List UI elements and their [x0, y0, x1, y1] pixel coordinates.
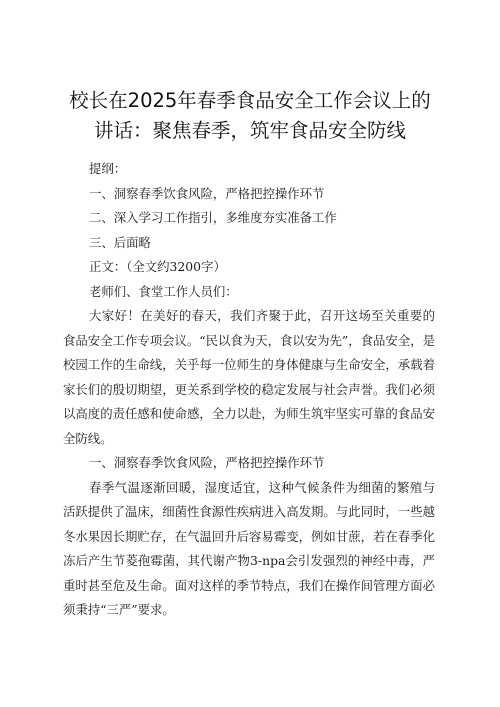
outline-item-3: 三、后面略 — [89, 234, 151, 250]
document-body — [63, 157, 435, 623]
section-heading: 一、洞察春季饮食风险，严格把控操作环节 — [89, 455, 325, 470]
outline-item-1: 一、洞察春季饮食风险，严格把控操作环节 — [89, 185, 325, 201]
outline-label: 提纲： — [89, 161, 127, 176]
outline-item-2: 二、深入学习工作指引，多维度夯实准备工作 — [89, 210, 337, 225]
section-paragraph: 春季气温逐渐回暖，湿度适宜，这种气候条件为细菌的繁殖与活跃提供了温床，细菌性食源性疾病进入高发期。与此同时，一些越冬水果因长期贮存，在气温回升后容易霉变，例如甘蔗，若在春季化冻后产生节菱孢霉菌，其代谢产物3-npa会引发强烈的神经中毒，严重时甚至危及生命。面对这样的季节特点，我们在操作间管理方面必须秉持“三严”要求。 — [63, 479, 435, 617]
salutation: 老师们、食堂工作人员们： — [89, 283, 238, 299]
document-title: 校长在2025年春季食品安全工作会议上的讲话：聚焦春季，筑牢食品安全防线 — [69, 89, 431, 142]
fulltext-label: 正文：（全文约3200字） — [89, 259, 226, 274]
opening-paragraph: 大家好！在美好的春天，我们齐聚于此，召开这场至关重要的食品安全工作专项会议。“民以食为天，食以安为先”，食品安全，是校园工作的生命线，关乎每一位师生的身体健康与生命安全，承载着家长们的殷切期望，更关系到学校的稳定发展与社会声誉。我们必须以高度的责任感和使命感，全力以赴，为师生筑牢坚实可靠的食品安全防线。 — [63, 308, 435, 446]
